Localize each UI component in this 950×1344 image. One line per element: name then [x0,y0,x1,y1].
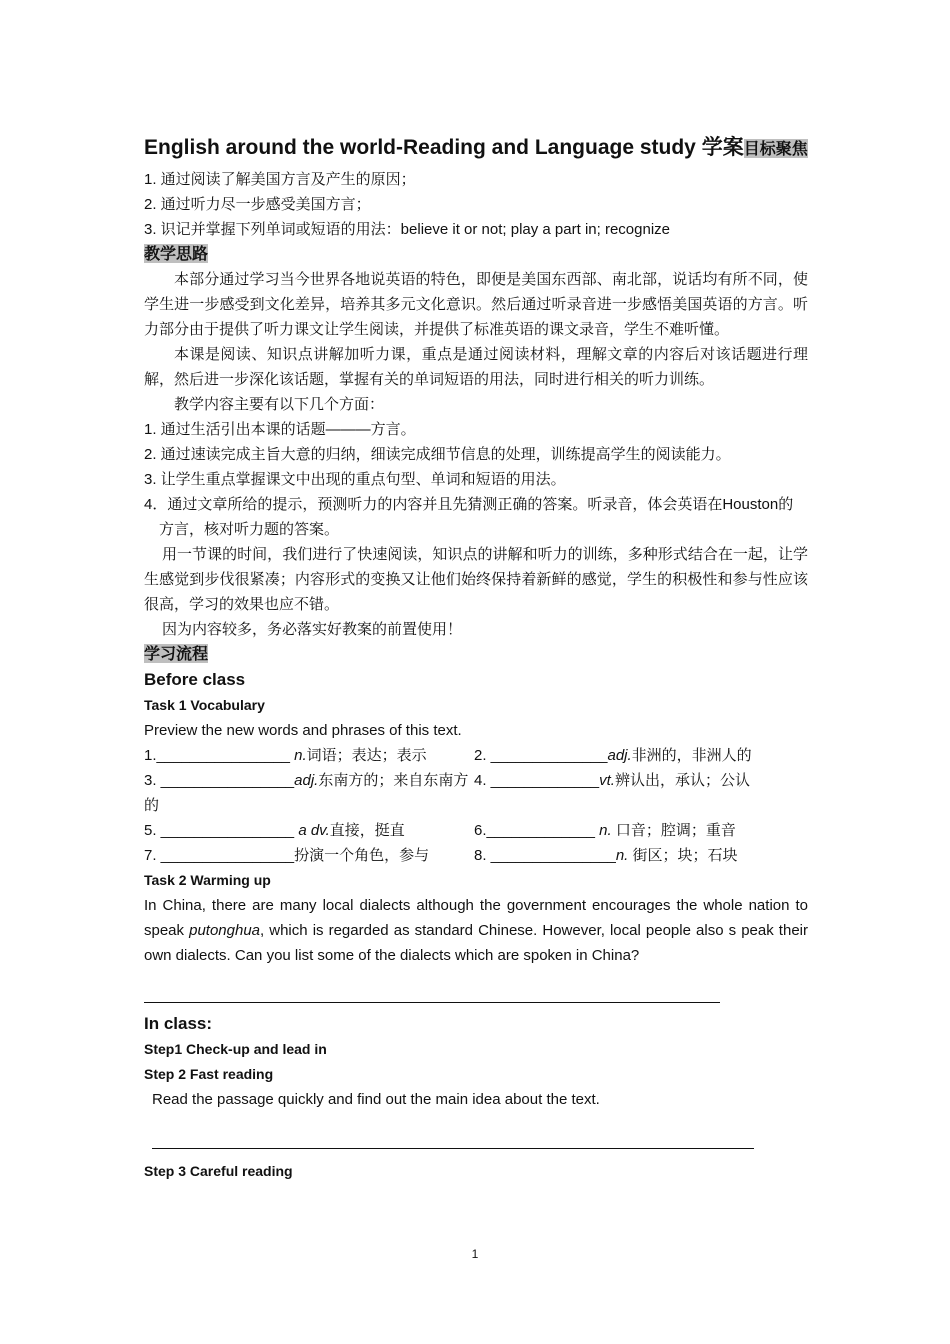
step2-heading: Step 2 Fast reading [144,1066,274,1082]
vocab-item[interactable] [474,743,808,768]
goal-item: 3. 识记并掌握下列单词或短语的用法：believe it or not; play a part in; recognize [144,221,670,238]
vocab-meaning: 口音；腔调；重音 [611,822,736,839]
approach-closing-paragraph: 因为内容较多，务必落实好教案的前置使用！ [162,621,463,638]
step3-heading: Step 3 Careful reading [144,1163,293,1179]
before-class-heading: Before class [144,670,246,689]
vocab-pos: n. [615,847,629,864]
approach-paragraph: 教学内容主要有以下几个方面： [174,396,385,413]
task2-term: putonghua [189,922,261,939]
approach-list-item: 4．通过文章所给的提示，预测听力的内容并且先猜测正确的答案。听录音，体会英语在Houston的方言，核对听力题的答案。 [144,496,794,538]
approach-list-item: 3. 让学生重点掌握课文中出现的重点句型、单词和短语的用法。 [144,471,566,488]
vocab-blank: 6._____________ [474,822,600,839]
goal-item: 1. 通过阅读了解美国方言及产生的原因； [144,171,416,188]
goal-item: 2. 通过听力尽一步感受美国方言； [144,196,371,213]
vocab-blank: 5. ________________ [144,822,299,839]
approach-list-item: 2. 通过速读完成主旨大意的归纳，细读完成细节信息的处理，训练提高学生的阅读能力。 [144,446,731,463]
task2-text: In China, there are many local dialects although the government encourages the whole nation to speak [144,897,808,939]
page-number: 1 [471,1247,479,1261]
vocab-item[interactable] [474,768,808,818]
vocabulary-grid [144,743,808,868]
vocab-meaning: 辨认出，承认；公认 [614,772,750,789]
vocab-meaning: 街区；块；石块 [628,847,738,864]
title-text: English around the world-Reading and Language study 学案 [144,136,744,159]
approach-paragraph: 本课是阅读、知识点讲解加听力课，重点是通过阅读材料，理解文章的内容后对该话题进行理解，然后进一步深化该话题，掌握有关的单词短语的用法，同时进行相关的听力训练。 [144,346,808,388]
vocab-meaning: 东南方的；来自东南方的 [144,772,469,814]
step2-instruction: Read the passage quickly and find out the main idea about the text. [152,1091,600,1108]
vocab-pos: adj. [607,747,632,764]
vocab-item[interactable] [144,768,474,818]
vocab-pos: a dv. [298,822,330,839]
vocab-item[interactable] [144,843,474,868]
in-class-heading: In class: [144,1014,213,1033]
document-body [144,130,808,1184]
vocab-pos: vt. [599,772,615,789]
goals-heading: 目标聚焦 [743,139,808,158]
document-title [144,130,808,167]
vocab-blank: 2. ______________ [474,747,608,764]
task1-heading: Task 1 Vocabulary [144,697,265,713]
vocab-item[interactable] [474,818,808,843]
vocab-blank: 4. _____________ [474,772,600,789]
vocab-item[interactable] [474,843,808,868]
vocab-pos: n. [599,822,612,839]
vocab-blank: 1.________________ [144,747,295,764]
vocab-blank: 7. ________________ [144,847,295,864]
vocab-item[interactable] [144,818,474,843]
task1-intro: Preview the new words and phrases of this text. [144,722,462,739]
step1-heading: Step1 Check-up and lead in [144,1041,327,1057]
approach-heading: 教学思路 [144,244,209,263]
approach-paragraph: 本部分通过学习当今世界各地说英语的特色，即便是美国东西部、南北部，说话均有所不同，使学生进一步感受到文化差异，培养其多元文化意识。然后通过听录音进一步感悟美国英语的方言。听力部分由于提供了听力课文让学生阅读，并提供了标准英语的课文录音，学生不难听懂。 [144,271,808,338]
vocab-meaning: 直接，挺直 [329,822,405,839]
vocab-blank: 8. _______________ [474,847,616,864]
approach-closing-paragraph: 用一节课的时间，我们进行了快速阅读，知识点的讲解和听力的训练，多种形式结合在一起，让学生感觉到步伐很紧凑；内容形式的变换又让他们始终保持着新鲜的感觉，学生的积极性和参与性应该很高，学习的效果也应不错。 [144,546,808,613]
vocab-meaning: 扮演一个角色，参与 [294,847,430,864]
vocab-pos: n. [294,747,307,764]
task2-heading: Task 2 Warming up [144,872,271,888]
vocab-meaning: 词语；表达；表示 [306,747,427,764]
vocab-item[interactable] [144,743,474,768]
task2-paragraph [144,893,808,968]
approach-list-item: 1. 通过生活引出本课的话题———方言。 [144,421,416,438]
vocab-pos: adj. [294,772,319,789]
task2-text: , which is regarded as standard Chinese. However, local people also s peak their own dialects. Can you list some of the dialects which are spoken in China? [144,922,808,964]
flow-heading: 学习流程 [144,644,209,663]
vocab-meaning: 非洲的，非洲人的 [631,747,752,764]
vocab-blank: 3. ________________ [144,772,295,789]
